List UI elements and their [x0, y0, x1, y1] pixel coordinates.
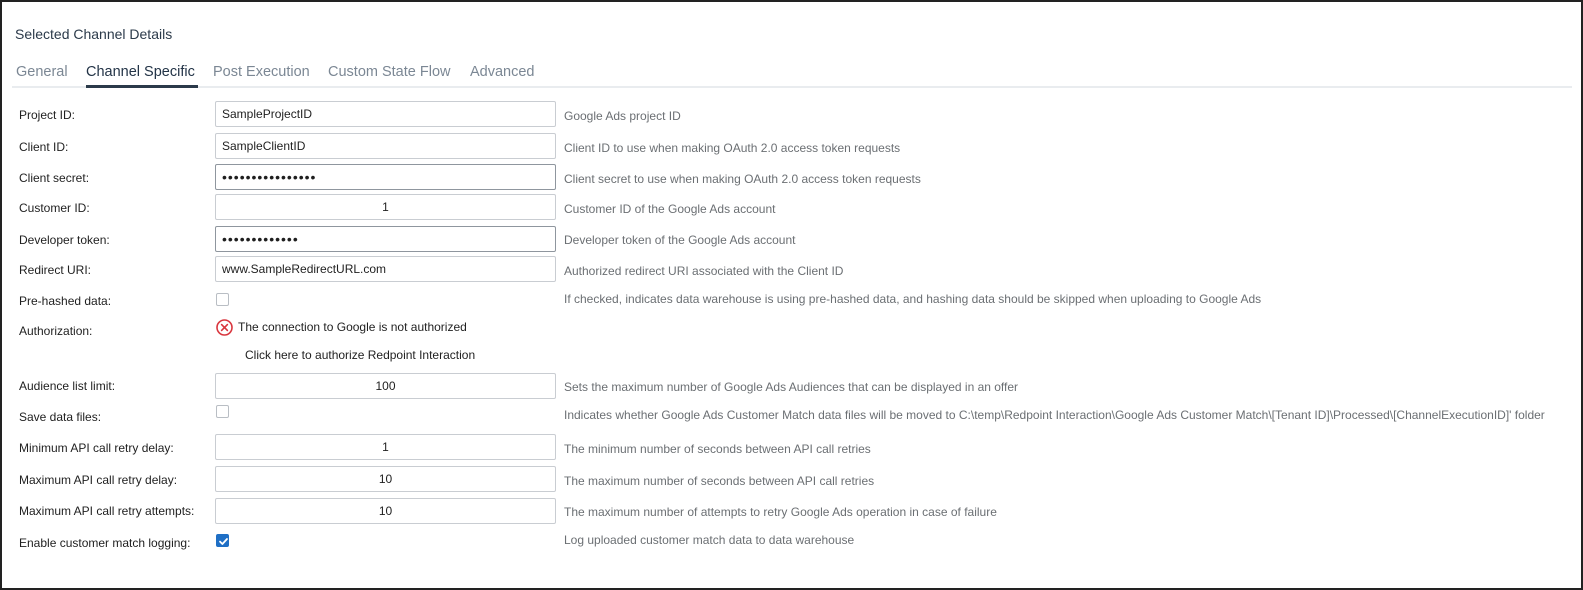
tab-divider	[12, 86, 1572, 88]
project-id-label: Project ID:	[19, 108, 76, 122]
redirect-uri-label: Redirect URI:	[19, 263, 92, 277]
save-files-description: Indicates whether Google Ads Customer Match data files will be moved to C:\temp\Redpoint Interaction\Google Ads Customer Match\[Tenant ID]\Processed\[ChannelExecutionID]' folder	[564, 408, 1545, 422]
panel-title: Selected Channel Details	[15, 26, 173, 42]
client-id-description: Client ID to use when making OAuth 2.0 access token requests	[564, 141, 901, 155]
audience-limit-input[interactable]: 100	[215, 373, 556, 399]
developer-token-label: Developer token:	[19, 233, 110, 247]
redirect-uri-description: Authorized redirect URI associated with the Client ID	[564, 264, 844, 278]
tab-advanced[interactable]: Advanced	[470, 64, 535, 80]
pre-hashed-checkbox[interactable]	[216, 293, 229, 306]
developer-token-description: Developer token of the Google Ads account	[564, 233, 796, 247]
error-circle-icon	[216, 319, 233, 336]
project-id-input[interactable]: SampleProjectID	[215, 101, 556, 127]
pre-hashed-label: Pre-hashed data:	[19, 294, 112, 308]
max-retry-delay-input[interactable]: 10	[215, 466, 556, 492]
match-logging-description: Log uploaded customer match data to data warehouse	[564, 533, 855, 547]
min-retry-delay-input[interactable]: 1	[215, 434, 556, 460]
match-logging-checkbox[interactable]	[216, 534, 229, 547]
developer-token-input[interactable]: •••••••••••••	[215, 226, 556, 252]
customer-id-input[interactable]: 1	[215, 194, 556, 220]
client-secret-description: Client secret to use when making OAuth 2.0 access token requests	[564, 172, 921, 186]
authorization-status-text: The connection to Google is not authorized	[238, 320, 467, 334]
tab-general[interactable]: General	[16, 64, 68, 80]
client-id-label: Client ID:	[19, 140, 69, 154]
save-files-label: Save data files:	[19, 410, 102, 424]
project-id-description: Google Ads project ID	[564, 109, 681, 123]
tab-bar	[2, 64, 1581, 88]
max-retry-attempts-label: Maximum API call retry attempts:	[19, 504, 195, 518]
max-retry-delay-label: Maximum API call retry delay:	[19, 473, 178, 487]
max-retry-attempts-input[interactable]: 10	[215, 498, 556, 524]
max-retry-delay-description: The maximum number of seconds between API call retries	[564, 474, 875, 488]
client-secret-label: Client secret:	[19, 171, 90, 185]
tab-channel-specific[interactable]: Channel Specific	[86, 64, 195, 80]
checkmark-icon	[218, 536, 229, 547]
min-retry-delay-label: Minimum API call retry delay:	[19, 441, 174, 455]
min-retry-delay-description: The minimum number of seconds between API call retries	[564, 442, 871, 456]
tab-custom-state-flow[interactable]: Custom State Flow	[328, 64, 451, 80]
audience-limit-label: Audience list limit:	[19, 379, 116, 393]
active-tab-indicator	[86, 85, 198, 88]
customer-id-description: Customer ID of the Google Ads account	[564, 202, 776, 216]
max-retry-attempts-description: The maximum number of attempts to retry Google Ads operation in case of failure	[564, 505, 997, 519]
pre-hashed-description: If checked, indicates data warehouse is using pre-hashed data, and hashing data should be skipped when uploading to Google Ads	[564, 292, 1262, 306]
match-logging-label: Enable customer match logging:	[19, 536, 191, 550]
redirect-uri-input[interactable]: www.SampleRedirectURL.com	[215, 256, 556, 282]
tab-post-execution[interactable]: Post Execution	[213, 64, 310, 80]
client-secret-input[interactable]: ••••••••••••••••	[215, 164, 556, 190]
authorization-status	[216, 318, 467, 336]
customer-id-label: Customer ID:	[19, 201, 90, 215]
authorization-label: Authorization:	[19, 324, 93, 338]
audience-limit-description: Sets the maximum number of Google Ads Audiences that can be displayed in an offer	[564, 380, 1019, 394]
save-files-checkbox[interactable]	[216, 405, 229, 418]
client-id-input[interactable]: SampleClientID	[215, 133, 556, 159]
authorize-link[interactable]: Click here to authorize Redpoint Interaction	[245, 348, 476, 362]
